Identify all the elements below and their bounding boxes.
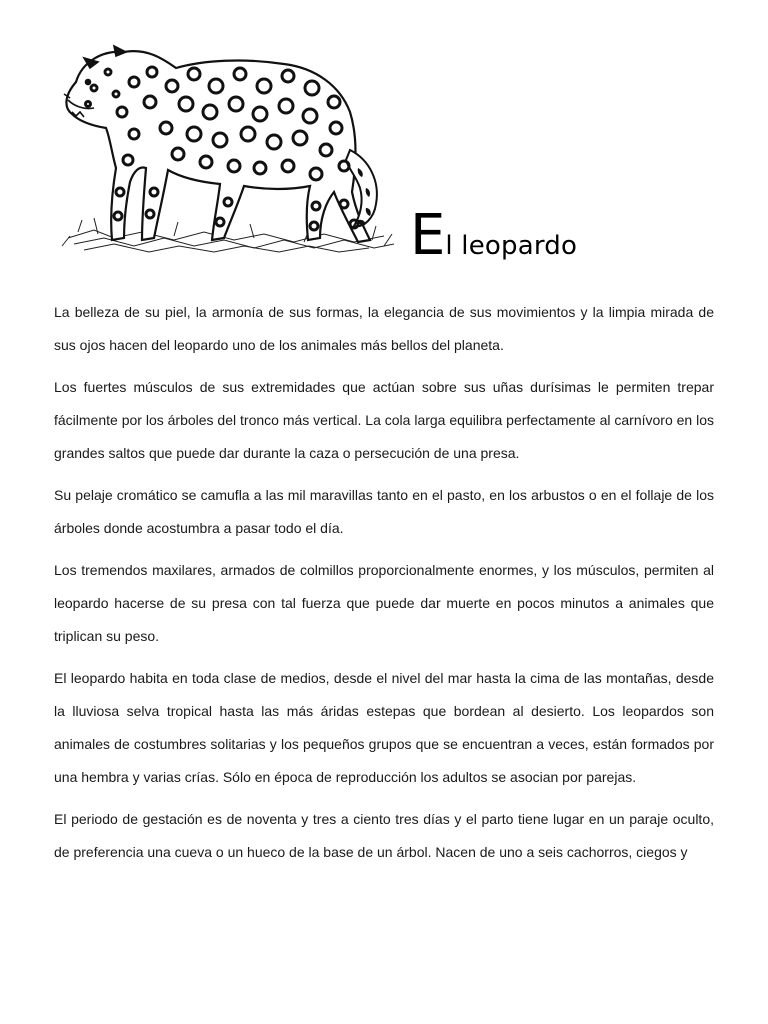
- paragraph: El leopardo habita en toda clase de medios, desde el nivel del mar hasta la cima de las montañas, desde la lluviosa selva tropical hasta las más áridas estepas que bordean al desierto. Los leopardos son animales de costumbres solitarias y los pequeños grupos que se encuentran a veces, están formados por una hembra y varias crías. Sólo en época de reproducción los adultos se asocian por parejas.: [54, 670, 714, 785]
- body-text: [54, 296, 714, 878]
- paragraph: La belleza de su piel, la armonía de sus formas, la elegancia de sus movimientos y la limpia mirada de sus ojos hacen del leopardo uno de los animales más bellos del planeta.: [54, 304, 714, 353]
- paragraph: Los fuertes músculos de sus extremidades que actúan sobre sus uñas durísimas le permiten trepar fácilmente por los árboles del tronco más vertical. La cola larga equilibra perfectamente al carnívoro en los grandes saltos que puede dar durante la caza o persecución de una presa.: [54, 379, 714, 461]
- leopard-illustration-icon: [54, 42, 398, 260]
- paragraph: Los tremendos maxilares, armados de colmillos proporcionalmente enormes, y los músculos, permiten al leopardo hacerse de su presa con tal fuerza que puede dar muerte en pocos minutos a animales que triplican su peso.: [54, 562, 714, 644]
- paragraph: Su pelaje cromático se camufla a las mil maravillas tanto en el pasto, en los arbustos o en el follaje de los árboles donde acostumbra a pasar todo el día.: [54, 487, 714, 536]
- page-title: [410, 203, 578, 268]
- title-rest: l leopardo: [445, 231, 578, 261]
- paragraph: El periodo de gestación es de noventa y tres a ciento tres días y el parto tiene lugar en un paraje oculto, de preferencia una cueva o un hueco de la base de un árbol. Nacen de uno a seis cachorros, ciegos y: [54, 811, 714, 860]
- title-initial: E: [410, 203, 446, 268]
